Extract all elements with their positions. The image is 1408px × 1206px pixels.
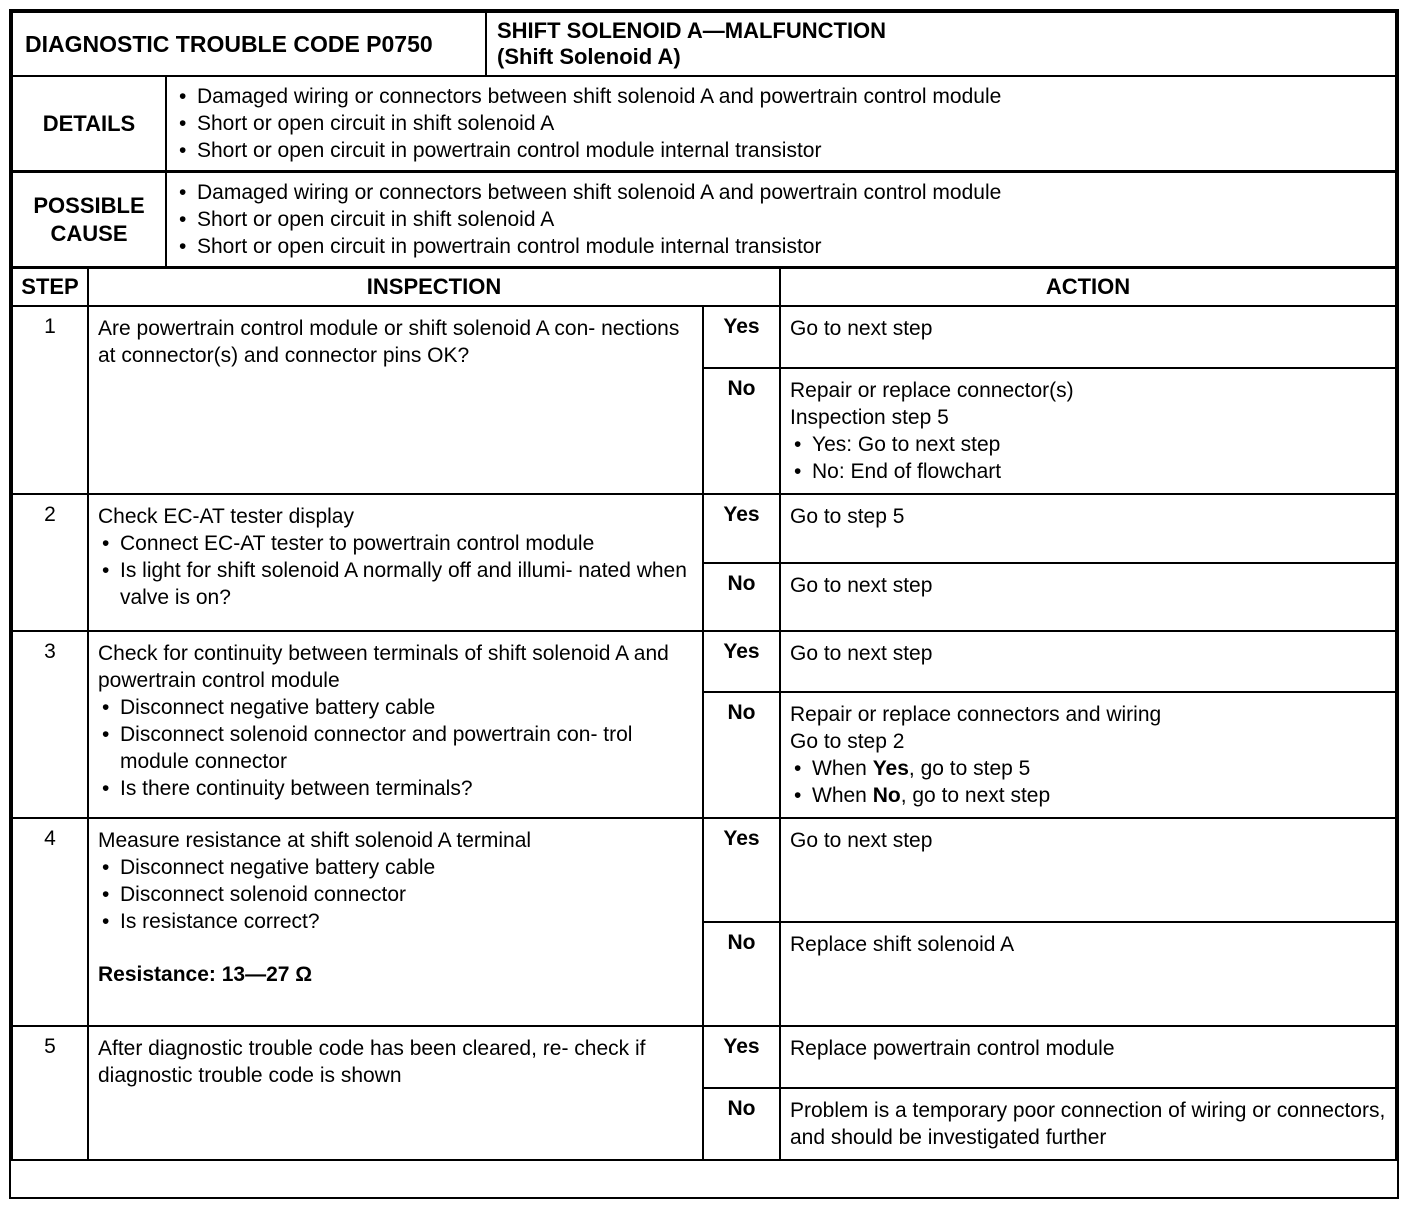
malfunction-title-line2: (Shift Solenoid A) (497, 44, 681, 69)
column-header-action: ACTION (780, 268, 1396, 306)
table-header-row (12, 268, 1396, 306)
inspection-title: Check for continuity between terminals of shift solenoid A and powertrain control module (98, 642, 669, 692)
no-action-list (790, 755, 1387, 809)
no-label: No (703, 922, 780, 1026)
step-number: 1 (12, 306, 88, 494)
details-list (175, 83, 1395, 164)
list-item: • Short or open circuit in shift solenoid A (175, 206, 1395, 233)
diagnostic-sheet (9, 9, 1399, 1199)
no-action-line: Inspection step 5 (790, 406, 949, 429)
no-action-line: Repair or replace connector(s) (790, 379, 1074, 402)
table-row (12, 494, 1396, 563)
inspection-list (98, 694, 696, 802)
trouble-code-label: DIAGNOSTIC TROUBLE CODE P0750 (12, 12, 486, 76)
details-table (11, 75, 1397, 172)
no-label: No (703, 1088, 780, 1160)
step-inspection (88, 494, 703, 631)
possible-cause-body (166, 172, 1396, 267)
step-inspection: Are powertrain control module or shift solenoid A con- nections at connector(s) and connector pins OK? (88, 306, 703, 494)
list-item: • Is light for shift solenoid A normally off and illumi- nated when valve is on? (98, 557, 696, 611)
step-inspection: After diagnostic trouble code has been cleared, re- check if diagnostic trouble code is shown (88, 1026, 703, 1160)
yes-action: Go to step 5 (780, 494, 1396, 563)
list-item: • Is resistance correct? (98, 908, 696, 935)
inspection-title: Measure resistance at shift solenoid A terminal (98, 829, 532, 852)
no-action: Replace shift solenoid A (780, 922, 1396, 1026)
no-label: No (703, 368, 780, 494)
possible-cause-table (11, 171, 1397, 268)
table-row (12, 818, 1396, 922)
no-action (780, 692, 1396, 818)
no-action: Go to next step (780, 563, 1396, 631)
no-action-line: Go to step 2 (790, 730, 905, 753)
no-label: No (703, 563, 780, 631)
no-action (780, 368, 1396, 494)
details-label: DETAILS (12, 76, 166, 171)
yes-action: Go to next step (780, 631, 1396, 692)
list-item: • Connect EC-AT tester to powertrain control module (98, 530, 696, 557)
no-action: Problem is a temporary poor connection of wiring or connectors, and should be investigated further (780, 1088, 1396, 1160)
list-item: • Disconnect negative battery cable (98, 694, 696, 721)
step-number: 2 (12, 494, 88, 631)
step-inspection (88, 818, 703, 1026)
list-item: • Damaged wiring or connectors between shift solenoid A and powertrain control module (175, 179, 1395, 206)
list-item: • Disconnect solenoid connector and powertrain con- trol module connector (98, 721, 696, 775)
malfunction-title-line1: SHIFT SOLENOID A—MALFUNCTION (497, 18, 887, 43)
details-body (166, 76, 1396, 171)
list-item (790, 782, 1387, 809)
header-table (11, 11, 1397, 77)
step-number: 3 (12, 631, 88, 818)
list-item: • Short or open circuit in powertrain control module internal transistor (175, 137, 1395, 164)
yes-label: Yes (703, 1026, 780, 1088)
step-inspection (88, 631, 703, 818)
possible-cause-list (175, 179, 1395, 260)
bullet-text: , go to step 5 (908, 757, 1031, 780)
list-item: • Yes: Go to next step (790, 431, 1387, 458)
list-item (790, 755, 1387, 782)
inspection-table (11, 267, 1397, 1161)
column-header-step: STEP (12, 268, 88, 306)
no-action-list (790, 431, 1387, 485)
list-item: • No: End of flowchart (790, 458, 1387, 485)
possible-cause-label-line2: CAUSE (50, 220, 128, 246)
bullet-text: When (812, 757, 873, 780)
possible-cause-label-line1: POSSIBLE (33, 192, 145, 218)
step-number: 4 (12, 818, 88, 1026)
step-number: 5 (12, 1026, 88, 1160)
list-item: • Damaged wiring or connectors between shift solenoid A and powertrain control module (175, 83, 1395, 110)
inspection-title: Check EC-AT tester display (98, 505, 354, 528)
resistance-spec: Resistance: 13—27 Ω (98, 963, 313, 986)
yes-label: Yes (703, 818, 780, 922)
bullet-emphasis: Yes (872, 757, 909, 780)
yes-label: Yes (703, 631, 780, 692)
bullet-text: , go to next step (900, 784, 1051, 807)
no-action-line: Repair or replace connectors and wiring (790, 703, 1162, 726)
list-item: • Disconnect negative battery cable (98, 854, 696, 881)
malfunction-title (486, 12, 1396, 76)
list-item: • Short or open circuit in powertrain control module internal transistor (175, 233, 1395, 260)
column-header-inspection: INSPECTION (88, 268, 780, 306)
table-row (12, 306, 1396, 368)
yes-label: Yes (703, 494, 780, 563)
yes-action: Go to next step (780, 306, 1396, 368)
bullet-emphasis: No (872, 784, 901, 807)
bullet-text: When (812, 784, 873, 807)
yes-label: Yes (703, 306, 780, 368)
list-item: • Disconnect solenoid connector (98, 881, 696, 908)
yes-action: Go to next step (780, 818, 1396, 922)
table-row (12, 631, 1396, 692)
yes-action: Replace powertrain control module (780, 1026, 1396, 1088)
list-item: • Short or open circuit in shift solenoid A (175, 110, 1395, 137)
inspection-list (98, 854, 696, 935)
possible-cause-label (12, 172, 166, 267)
list-item: • Is there continuity between terminals? (98, 775, 696, 802)
no-label: No (703, 692, 780, 818)
inspection-list (98, 530, 696, 611)
table-row (12, 1026, 1396, 1088)
